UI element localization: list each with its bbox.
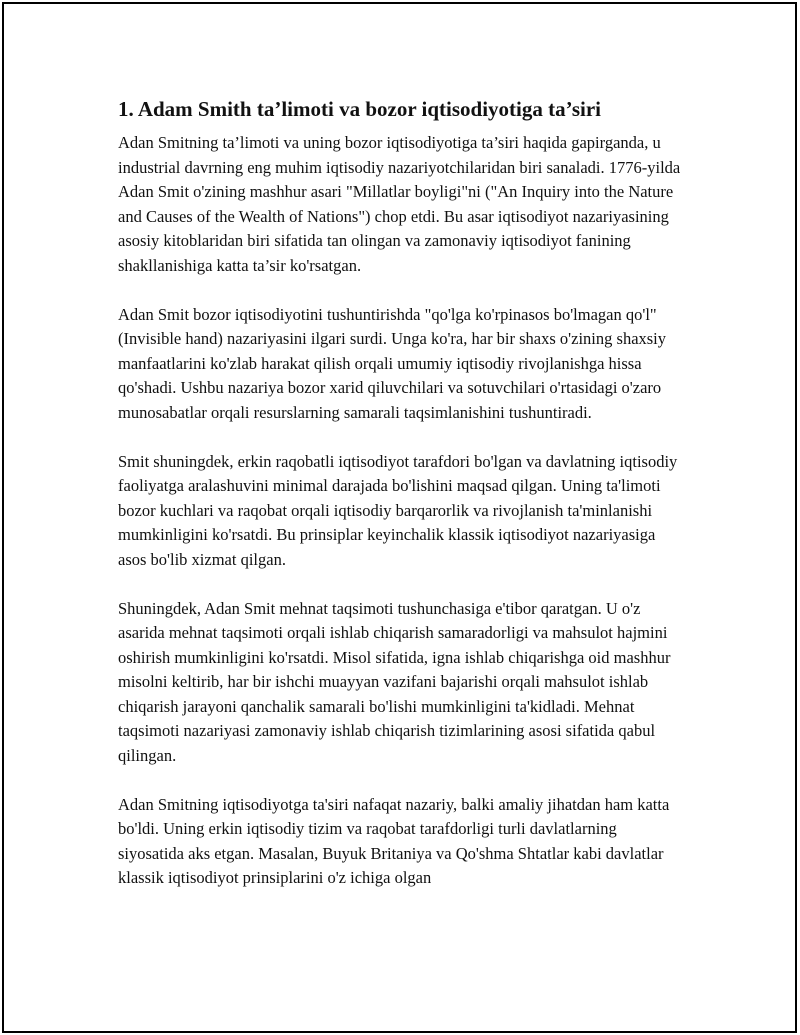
section-heading: 1. Adam Smith ta’limoti va bozor iqtisodiyotiga ta’siri bbox=[118, 97, 601, 121]
document-body bbox=[118, 96, 683, 915]
paragraph-4: Shuningdek, Adan Smit mehnat taqsimoti tushunchasiga e'tibor qaratgan. U o'z asarida mehnat taqsimoti orqali ishlab chiqarish samaradorligi va mahsulot hajmini oshirish mumkinligini ko'rsatdi. Misol sifatida, igna ishlab chiqarishga oid mashhur misolni keltirib, har bir ishchi muayyan vazifani bajarishi orqali mahsulot ishlab chiqarish jarayoni qanchalik samarali bo'lishi mumkinligini ta'kidladi. Mehnat taqsimoti nazariyasi zamonaviy ishlab chiqarish tizimlarining asosi sifatida qabul qilingan. bbox=[118, 598, 671, 765]
paragraph-5: Adan Smitning iqtisodiyotga ta'siri nafaqat nazariy, balki amaliy jihatdan ham katta bo'ldi. Uning erkin iqtisodiy tizim va raqobat tarafdorligi turli davlatlarning siyosatida aks etgan. Masalan, Buyuk Britaniya va Qo'shma Shtatlar kabi davlatlar klassik iqtisodiyot prinsiplarini o'z ichiga olgan bbox=[118, 794, 670, 887]
paragraph-3: Smit shuningdek, erkin raqobatli iqtisodiyot tarafdori bo'lgan va davlatning iqtisodiy faoliyatga aralashuvini minimal darajada bo'lishini maqsad qilgan. Uning ta'limoti bozor kuchlari va raqobat orqali iqtisodiy barqarorlik va rivojlanish ta'minlanishi mumkinligini ko'rsatdi. Bu prinsiplar keyinchalik klassik iqtisodiyot nazariyasiga asos bo'lib xizmat qilgan. bbox=[118, 451, 678, 569]
paragraph-1: Adan Smitning ta’limoti va uning bozor iqtisodiyotiga ta’siri haqida gapirganda, u industrial davrning eng muhim iqtisodiy nazariyotchilaridan biri sanaladi. 1776-yilda Adan Smit o'zining mashhur asari "Millatlar boyligi"ni ("An Inquiry into the Nature and Causes of the Wealth of Nations") chop etdi. Bu asar iqtisodiyot nazariyasining asosiy kitoblaridan biri sifatida tan olingan va zamonaviy iqtisodiyot fanining shakllanishiga katta ta’sir ko'rsatgan. bbox=[118, 133, 681, 275]
paragraph-2: Adan Smit bozor iqtisodiyotini tushuntirishda "qo'lga ko'rpinasos bo'lmagan qo'l" (Invisible hand) nazariyasini ilgari surdi. Unga ko'ra, har bir shaxs o'zining shaxsiy manfaatlarini ko'zlab harakat qilish orqali umumiy iqtisodiy rivojlanishga hissa qo'shadi. Ushbu nazariya bozor xarid qiluvchilari va sotuvchilari o'rtasidagi o'zaro munosabatlar orqali resurslarning samarali taqsimlanishini tushuntiradi. bbox=[118, 304, 667, 422]
